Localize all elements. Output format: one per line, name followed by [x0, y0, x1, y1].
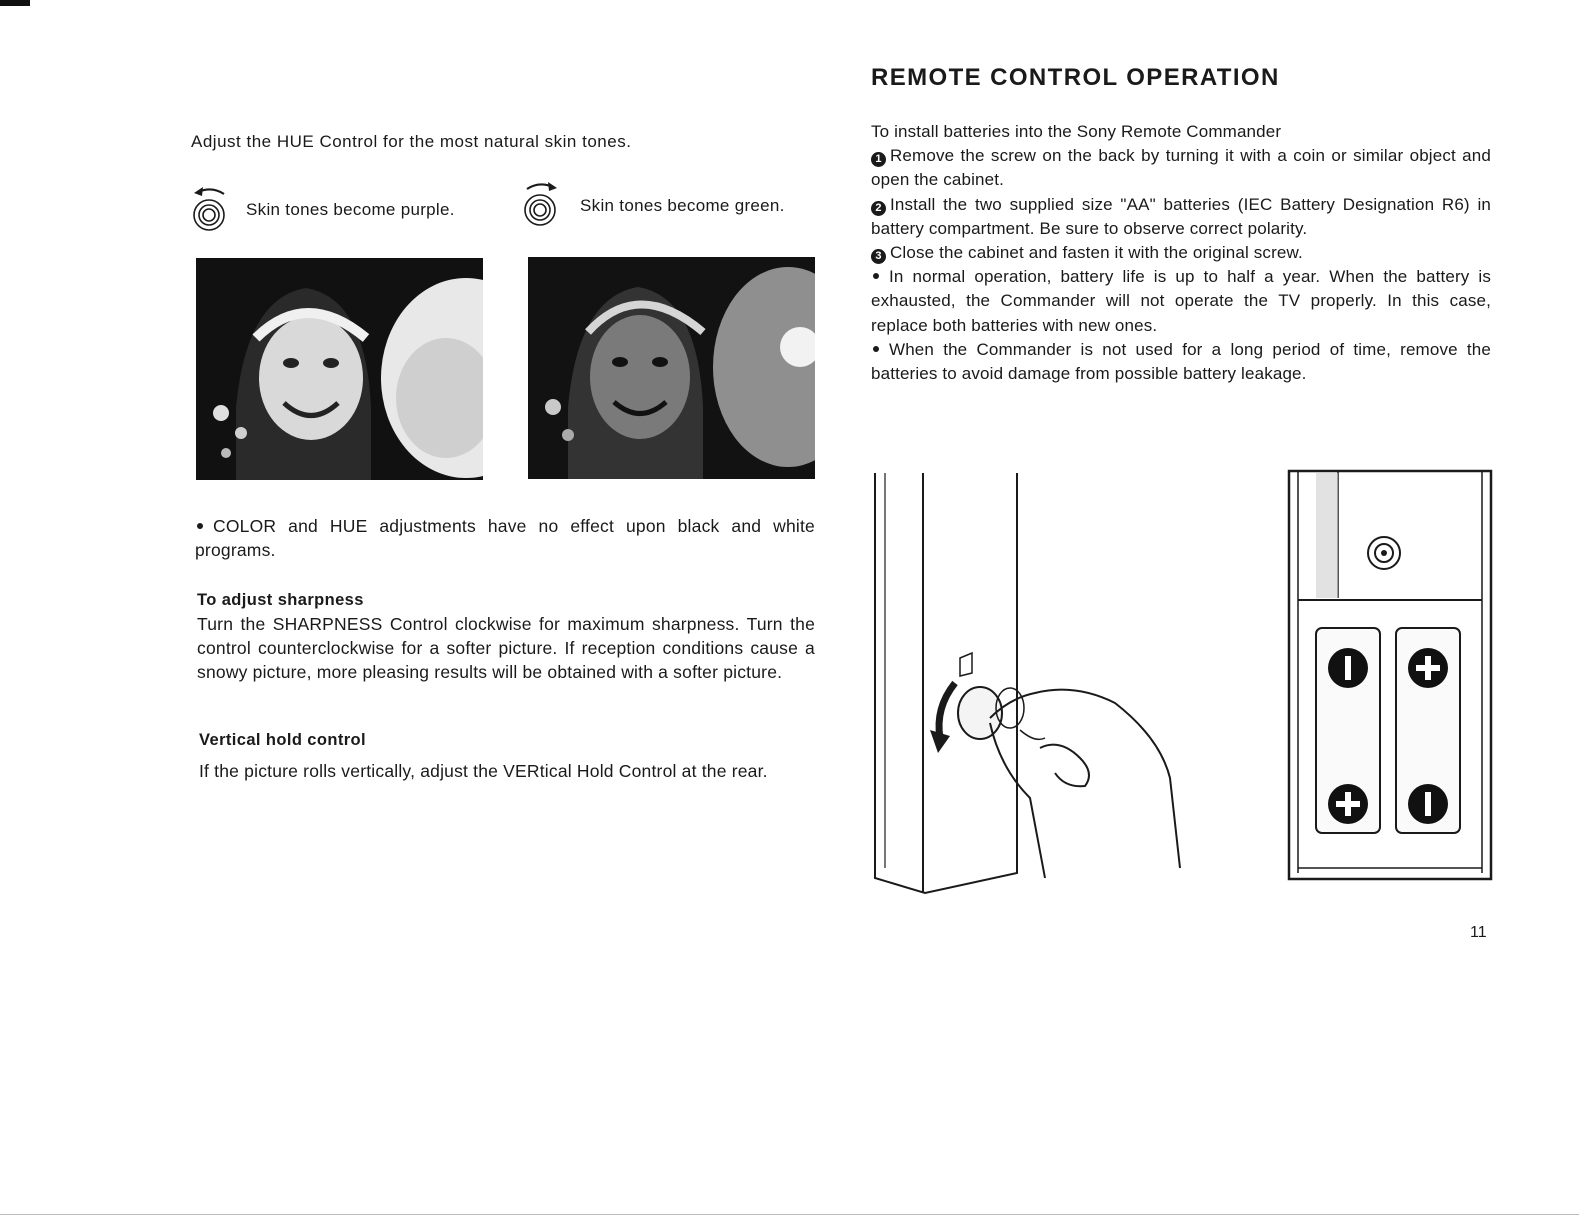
knob-clockwise-icon [521, 177, 561, 227]
sharpness-heading: To adjust sharpness [197, 591, 364, 609]
green-skin-photo [528, 257, 815, 479]
knob-counterclockwise-icon [190, 182, 230, 232]
page-edge-rule [0, 1214, 1579, 1215]
page-number: 11 [1470, 924, 1487, 941]
note-battery-life-text: In normal operation, battery life is up to half a year. When the battery is exhausted, the Commander will not operate the TV properly. In this case, replace both batteries with new ones. [871, 267, 1491, 335]
sharpness-text: Turn the SHARPNESS Control clockwise for maximum sharpness. Turn the control counterclockwise for a softer picture. If reception conditions cause a snowy picture, more pleasing results will be obtained with a softer picture. [197, 614, 815, 682]
purple-caption: Skin tones become purple. [246, 200, 455, 219]
step-2 [871, 193, 1491, 241]
step-1-text: Remove the screw on the back by turning it with a coin or similar object and open the cabinet. [871, 146, 1491, 190]
vertical-hold-text: If the picture rolls vertically, adjust the VERtical Hold Control at the rear. [199, 761, 768, 781]
color-hue-note-text: COLOR and HUE adjustments have no effect upon black and white programs. [195, 516, 815, 560]
remote-instructions [871, 120, 1491, 386]
vertical-hold-section [199, 728, 817, 786]
green-caption: Skin tones become green. [580, 196, 785, 215]
install-intro: To install batteries into the Sony Remote Commander [871, 122, 1282, 141]
step-1 [871, 144, 1491, 192]
remote-screw-removal-illustration [860, 468, 1200, 898]
bullet-icon [873, 346, 879, 352]
color-hue-note [195, 514, 815, 562]
battery-compartment-illustration [1286, 468, 1494, 882]
step-2-text: Install the two supplied size "AA" batteries (IEC Battery Designation R6) in battery compartment. Be sure to observe correct polarity. [871, 194, 1491, 238]
hue-intro: Adjust the HUE Control for the most natural skin tones. [191, 132, 632, 151]
step-3-text: Close the cabinet and fasten it with the original screw. [890, 243, 1303, 263]
bullet-icon [873, 273, 879, 279]
remote-control-title: REMOTE CONTROL OPERATION [871, 64, 1280, 91]
purple-skin-photo [196, 258, 483, 480]
note-long-storage [871, 338, 1491, 386]
step-2-number-icon: 2 [871, 201, 886, 216]
note-long-storage-text: When the Commander is not used for a long period of time, remove the batteries to avoid damage from possible battery leakage. [871, 339, 1491, 384]
sharpness-section [197, 588, 815, 684]
corner-mark [0, 0, 30, 6]
step-3-number-icon: 3 [871, 249, 886, 264]
step-3 [871, 241, 1491, 265]
vertical-hold-heading: Vertical hold control [199, 731, 367, 749]
step-1-number-icon: 1 [871, 152, 886, 167]
note-battery-life [871, 265, 1491, 338]
bullet-icon [197, 523, 203, 529]
